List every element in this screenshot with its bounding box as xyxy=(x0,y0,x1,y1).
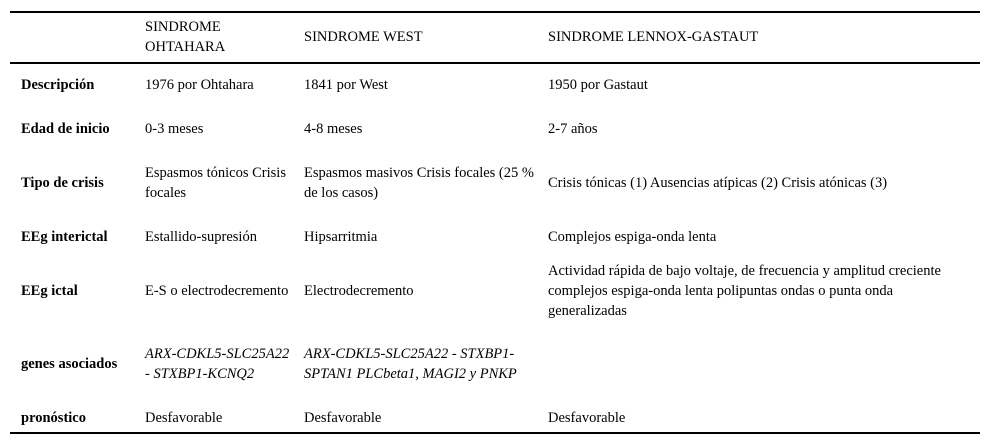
cell-west-tipo-crisis: Espasmos masivos Crisis focales (25 % de los casos) xyxy=(304,165,534,201)
cell-lennox-eeg-ictal: Actividad rápida de bajo voltaje, de frecuencia y amplitud creciente complejos espiga-onda lenta polipuntas ondas o punta onda generalizadas xyxy=(548,263,941,319)
cell-lennox-pronostico: Desfavorable xyxy=(548,410,626,426)
row-label-eeg-interictal: EEg interictal xyxy=(21,229,108,245)
cell-lennox-descripcion: 1950 por Gastaut xyxy=(548,77,648,93)
row-label-pronostico: pronóstico xyxy=(21,410,86,426)
cell-west-edad: 4-8 meses xyxy=(304,121,363,137)
cell-ohtahara-edad: 0-3 meses xyxy=(145,121,204,137)
row-label-tipo-crisis: Tipo de crisis xyxy=(21,175,104,191)
cell-west-pronostico: Desfavorable xyxy=(304,410,382,426)
cell-lennox-edad: 2-7 años xyxy=(548,121,598,137)
header-ohtahara: SINDROME OHTAHARA xyxy=(145,19,226,55)
cell-ohtahara-descripcion: 1976 por Ohtahara xyxy=(145,77,254,93)
row-label-eeg-ictal: EEg ictal xyxy=(21,283,78,299)
cell-ohtahara-pronostico: Desfavorable xyxy=(145,410,223,426)
header-west: SINDROME WEST xyxy=(304,29,423,45)
cell-lennox-eeg-interictal: Complejos espiga-onda lenta xyxy=(548,229,717,245)
header-empty-cell xyxy=(21,13,139,61)
cell-lennox-tipo-crisis: Crisis tónicas (1) Ausencias atípicas (2) Crisis atónicas (3) xyxy=(548,175,888,191)
cell-west-eeg-ictal: Electrodecremento xyxy=(304,283,414,299)
cell-ohtahara-genes: ARX-CDKL5-SLC25A22 - STXBP1-KCNQ2 xyxy=(145,346,290,382)
table-bottom-rule xyxy=(10,432,980,434)
cell-west-eeg-interictal: Hipsarritmia xyxy=(304,229,378,245)
cell-ohtahara-tipo-crisis: Espasmos tónicos Crisis focales xyxy=(145,165,286,201)
header-lennox-gastaut: SINDROME LENNOX-GASTAUT xyxy=(548,29,759,45)
row-label-genes: genes asociados xyxy=(21,356,118,372)
row-label-edad-inicio: Edad de inicio xyxy=(21,121,110,137)
cell-west-descripcion: 1841 por West xyxy=(304,77,388,93)
row-label-descripcion: Descripción xyxy=(21,77,95,93)
cell-west-genes: ARX-CDKL5-SLC25A22 - STXBP1-SPTAN1 PLCbeta1, MAGI2 y PNKP xyxy=(304,346,517,382)
cell-ohtahara-eeg-ictal: E-S o electrodecremento xyxy=(145,283,289,299)
cell-ohtahara-eeg-interictal: Estallido-supresión xyxy=(145,229,257,245)
cell-lennox-genes xyxy=(548,323,973,405)
